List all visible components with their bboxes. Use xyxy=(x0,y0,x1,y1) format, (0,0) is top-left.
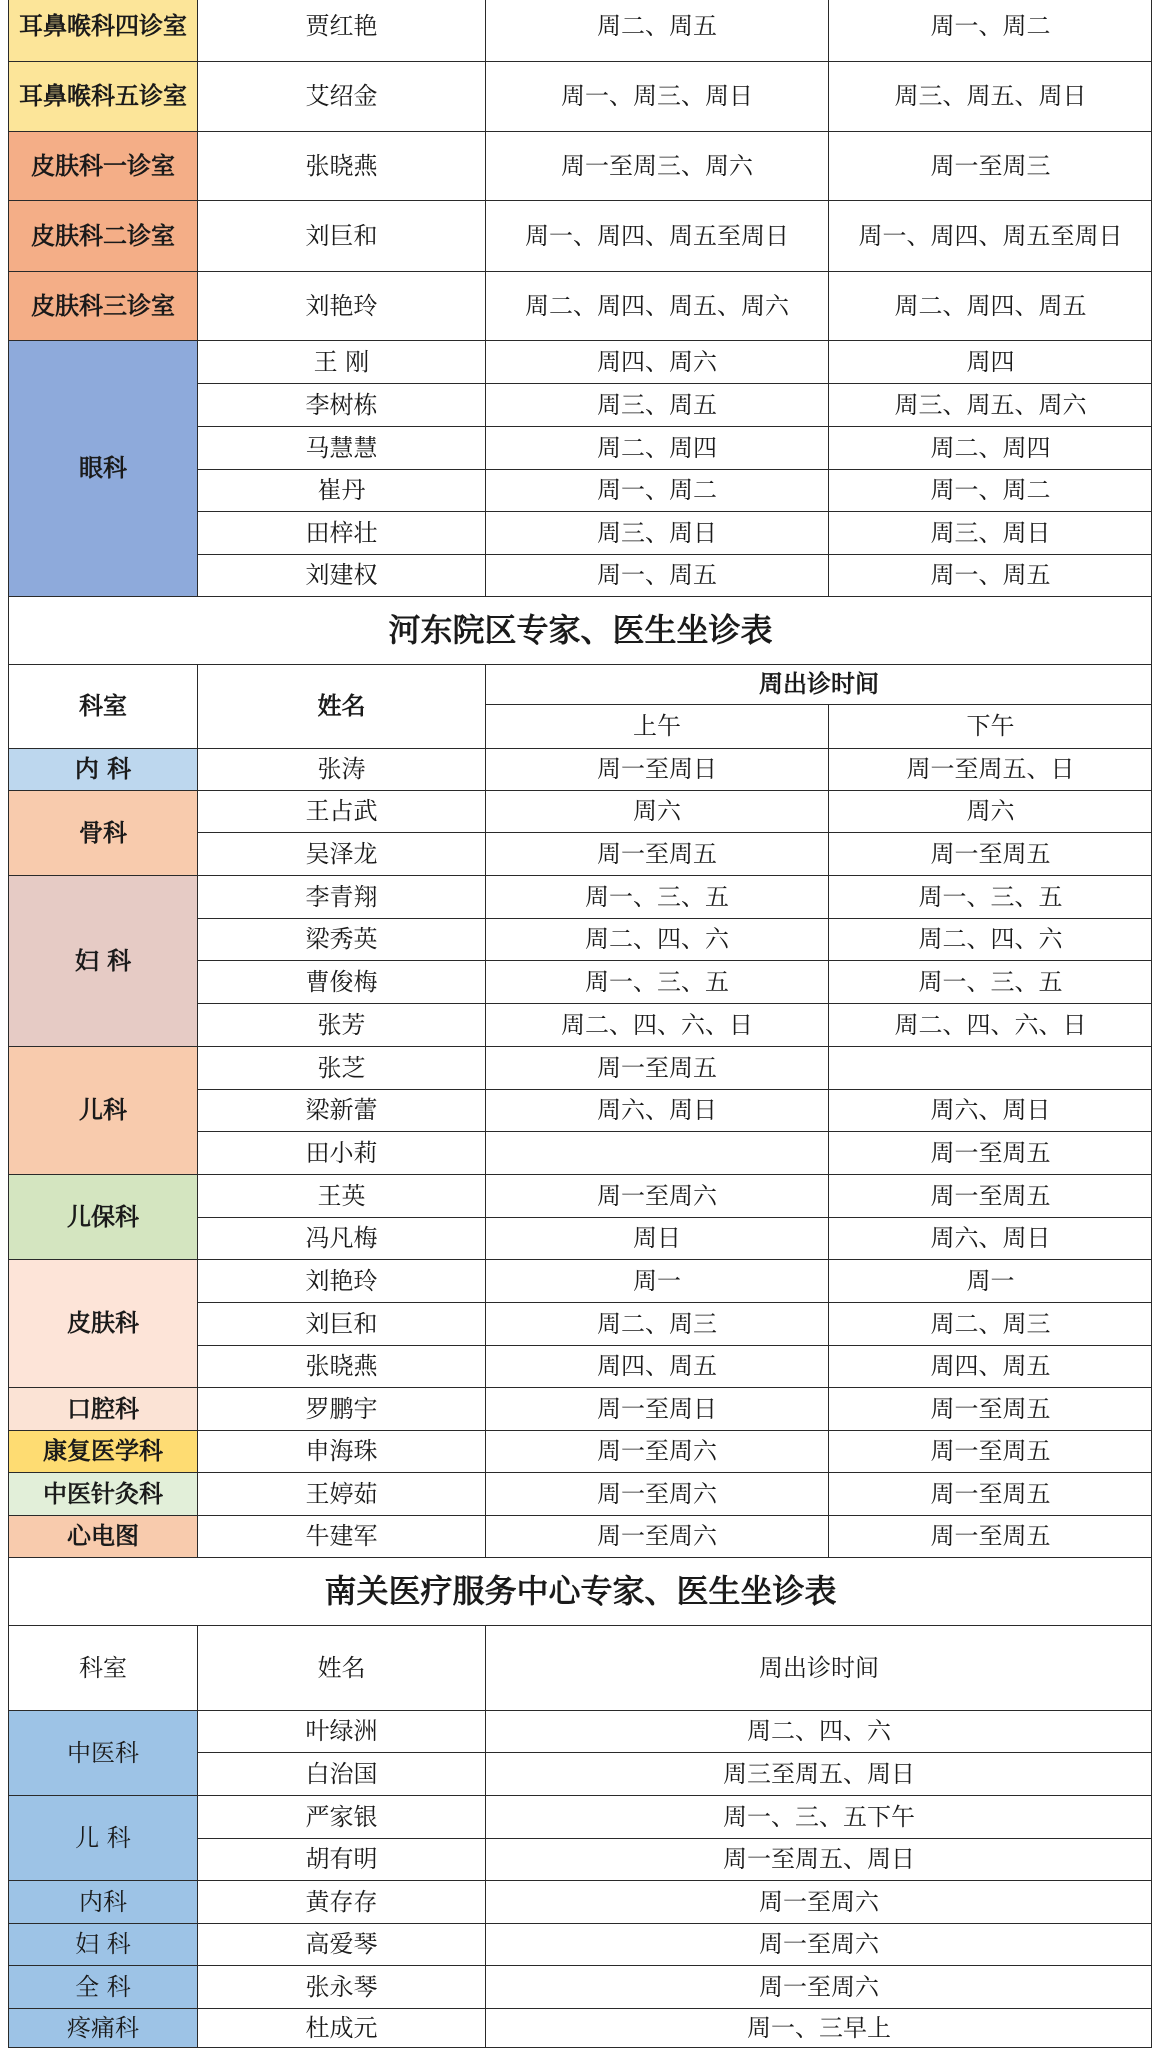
week-schedule: 周一至周五、周日 xyxy=(485,1838,1152,1880)
afternoon-schedule: 周一、周二 xyxy=(828,469,1152,511)
doctor-name: 胡有明 xyxy=(197,1838,485,1880)
doctor-name: 冯凡梅 xyxy=(197,1217,485,1259)
morning-schedule: 周一至周三、周六 xyxy=(485,131,828,200)
doctor-name: 张晓燕 xyxy=(197,131,485,200)
dept-cell: 口腔科 xyxy=(8,1387,197,1430)
dept-cell: 儿保科 xyxy=(8,1174,197,1259)
morning-schedule: 周一、周三、周日 xyxy=(485,61,828,131)
header-week-time: 周出诊时间 xyxy=(485,664,1152,704)
dept-cell-eye: 眼科 xyxy=(8,340,197,596)
afternoon-schedule: 周二、四、六、日 xyxy=(828,1003,1152,1046)
afternoon-schedule: 周一至周五 xyxy=(828,1131,1152,1174)
morning-schedule: 周四、周五 xyxy=(485,1345,828,1387)
week-schedule: 周二、四、六 xyxy=(485,1710,1152,1752)
morning-schedule xyxy=(485,1131,828,1174)
week-schedule: 周一、三早上 xyxy=(485,2008,1152,2048)
doctor-name: 王英 xyxy=(197,1174,485,1217)
morning-schedule: 周日 xyxy=(485,1217,828,1259)
afternoon-schedule: 周六、周日 xyxy=(828,1089,1152,1131)
morning-schedule: 周一、周二 xyxy=(485,469,828,511)
morning-schedule: 周一至周六 xyxy=(485,1430,828,1472)
dept-cell: 皮肤科 三诊室 xyxy=(8,271,197,340)
dept-cell: 耳鼻喉科 五诊室 xyxy=(8,61,197,131)
header-dept: 科室 xyxy=(8,664,197,748)
doctor-name: 梁新蕾 xyxy=(197,1089,485,1131)
section-title: 河东院区专家、医生坐诊表 xyxy=(8,596,1152,664)
doctor-name: 田梓壮 xyxy=(197,511,485,554)
dept-cell: 妇 科 xyxy=(8,1923,197,1965)
morning-schedule: 周三、周五 xyxy=(485,383,828,426)
doctor-name: 曹俊梅 xyxy=(197,960,485,1003)
dept-cell: 妇 科 xyxy=(8,875,197,1046)
section-title: 南关医疗服务中心专家、医生坐诊表 xyxy=(8,1557,1152,1625)
dept-cell: 皮肤科 一诊室 xyxy=(8,131,197,200)
dept-cell: 中医针灸科 xyxy=(8,1472,197,1515)
doctor-name: 申海珠 xyxy=(197,1430,485,1472)
afternoon-schedule: 周一至周五、日 xyxy=(828,748,1152,790)
morning-schedule: 周一 xyxy=(485,1259,828,1302)
afternoon-schedule: 周一、三、五 xyxy=(828,875,1152,918)
morning-schedule: 周四、周六 xyxy=(485,340,828,383)
afternoon-schedule: 周二、周四、周五 xyxy=(828,271,1152,340)
week-schedule: 周一至周六 xyxy=(485,1965,1152,2008)
morning-schedule: 周二、周四、周五、周六 xyxy=(485,271,828,340)
week-schedule: 周一、三、五下午 xyxy=(485,1795,1152,1838)
header-afternoon: 下午 xyxy=(828,704,1152,748)
doctor-name: 黄存存 xyxy=(197,1880,485,1923)
doctor-name: 杜成元 xyxy=(197,2008,485,2048)
afternoon-schedule: 周一至周五 xyxy=(828,1430,1152,1472)
header-week-time: 周出诊时间 xyxy=(485,1625,1152,1710)
afternoon-schedule: 周一、三、五 xyxy=(828,960,1152,1003)
week-schedule: 周一至周六 xyxy=(485,1880,1152,1923)
dept-cell: 皮肤科 二诊室 xyxy=(8,200,197,271)
afternoon-schedule: 周四 xyxy=(828,340,1152,383)
morning-schedule: 周一、周五 xyxy=(485,554,828,596)
morning-schedule: 周二、周三 xyxy=(485,1302,828,1345)
doctor-name: 王 刚 xyxy=(197,340,485,383)
afternoon-schedule: 周三、周日 xyxy=(828,511,1152,554)
doctor-name: 张芳 xyxy=(197,1003,485,1046)
doctor-name: 牛建军 xyxy=(197,1515,485,1557)
afternoon-schedule: 周二、周三 xyxy=(828,1302,1152,1345)
morning-schedule: 周三、周日 xyxy=(485,511,828,554)
morning-schedule: 周一至周五 xyxy=(485,832,828,875)
doctor-name: 李青翔 xyxy=(197,875,485,918)
doctor-name: 王占武 xyxy=(197,790,485,832)
doctor-name: 刘巨和 xyxy=(197,200,485,271)
afternoon-schedule: 周一至周五 xyxy=(828,832,1152,875)
afternoon-schedule: 周二、周四 xyxy=(828,426,1152,469)
header-name: 姓名 xyxy=(197,1625,485,1710)
header-name: 姓名 xyxy=(197,664,485,748)
table-border-bottom xyxy=(8,2047,1152,2048)
morning-schedule: 周一、三、五 xyxy=(485,875,828,918)
morning-schedule: 周一至周六 xyxy=(485,1515,828,1557)
morning-schedule: 周一至周五 xyxy=(485,1046,828,1089)
morning-schedule: 周二、四、六、日 xyxy=(485,1003,828,1046)
morning-schedule: 周一、三、五 xyxy=(485,960,828,1003)
doctor-name: 罗鹏宇 xyxy=(197,1387,485,1430)
afternoon-schedule: 周一至周五 xyxy=(828,1174,1152,1217)
doctor-name: 叶绿洲 xyxy=(197,1710,485,1752)
doctor-name: 李树栋 xyxy=(197,383,485,426)
week-schedule: 周一至周六 xyxy=(485,1923,1152,1965)
afternoon-schedule: 周四、周五 xyxy=(828,1345,1152,1387)
doctor-name: 刘巨和 xyxy=(197,1302,485,1345)
afternoon-schedule: 周一、周四、周五至周日 xyxy=(828,200,1152,271)
dept-cell: 全 科 xyxy=(8,1965,197,2008)
doctor-name: 艾绍金 xyxy=(197,61,485,131)
doctor-name: 严家银 xyxy=(197,1795,485,1838)
morning-schedule: 周一至周日 xyxy=(485,1387,828,1430)
afternoon-schedule: 周一至周五 xyxy=(828,1387,1152,1430)
doctor-name: 马慧慧 xyxy=(197,426,485,469)
morning-schedule: 周六 xyxy=(485,790,828,832)
dept-cell: 皮肤科 xyxy=(8,1259,197,1387)
header-dept: 科室 xyxy=(8,1625,197,1710)
afternoon-schedule: 周一 xyxy=(828,1259,1152,1302)
dept-cell: 儿科 xyxy=(8,1046,197,1174)
dept-cell: 耳鼻喉科 四诊室 xyxy=(8,0,197,61)
afternoon-schedule: 周三、周五、周日 xyxy=(828,61,1152,131)
morning-schedule: 周六、周日 xyxy=(485,1089,828,1131)
afternoon-schedule: 周一至周五 xyxy=(828,1515,1152,1557)
doctor-name: 吴泽龙 xyxy=(197,832,485,875)
dept-cell: 中医科 xyxy=(8,1710,197,1795)
doctor-name: 高爱琴 xyxy=(197,1923,485,1965)
morning-schedule: 周一至周六 xyxy=(485,1472,828,1515)
doctor-name: 张涛 xyxy=(197,748,485,790)
dept-cell: 内 科 xyxy=(8,748,197,790)
doctor-name: 刘建权 xyxy=(197,554,485,596)
morning-schedule: 周一至周日 xyxy=(485,748,828,790)
header-morning: 上午 xyxy=(485,704,828,748)
doctor-name: 田小莉 xyxy=(197,1131,485,1174)
morning-schedule: 周二、周五 xyxy=(485,0,828,61)
doctor-name: 张芝 xyxy=(197,1046,485,1089)
doctor-name: 贾红艳 xyxy=(197,0,485,61)
afternoon-schedule: 周一、周五 xyxy=(828,554,1152,596)
doctor-name: 张永琴 xyxy=(197,1965,485,2008)
afternoon-schedule: 周一、周二 xyxy=(828,0,1152,61)
doctor-name: 梁秀英 xyxy=(197,918,485,960)
afternoon-schedule: 周一至周五 xyxy=(828,1472,1152,1515)
dept-cell: 康复医学科 xyxy=(8,1430,197,1472)
dept-cell: 疼痛科 xyxy=(8,2008,197,2048)
doctor-name: 刘艳玲 xyxy=(197,271,485,340)
doctor-name: 崔丹 xyxy=(197,469,485,511)
week-schedule: 周三至周五、周日 xyxy=(485,1752,1152,1795)
doctor-name: 刘艳玲 xyxy=(197,1259,485,1302)
dept-cell: 骨科 xyxy=(8,790,197,875)
afternoon-schedule: 周二、四、六 xyxy=(828,918,1152,960)
morning-schedule: 周二、四、六 xyxy=(485,918,828,960)
morning-schedule: 周一、周四、周五至周日 xyxy=(485,200,828,271)
morning-schedule: 周一至周六 xyxy=(485,1174,828,1217)
morning-schedule: 周二、周四 xyxy=(485,426,828,469)
afternoon-schedule: 周一至周三 xyxy=(828,131,1152,200)
dept-cell: 儿 科 xyxy=(8,1795,197,1880)
doctor-name: 王婷茹 xyxy=(197,1472,485,1515)
dept-cell: 内科 xyxy=(8,1880,197,1923)
afternoon-schedule: 周六 xyxy=(828,790,1152,832)
doctor-name: 白治国 xyxy=(197,1752,485,1795)
afternoon-schedule: 周六、周日 xyxy=(828,1217,1152,1259)
table-border-right xyxy=(1151,0,1152,2048)
dept-cell: 心电图 xyxy=(8,1515,197,1557)
doctor-name: 张晓燕 xyxy=(197,1345,485,1387)
afternoon-schedule xyxy=(828,1046,1152,1089)
afternoon-schedule: 周三、周五、周六 xyxy=(828,383,1152,426)
